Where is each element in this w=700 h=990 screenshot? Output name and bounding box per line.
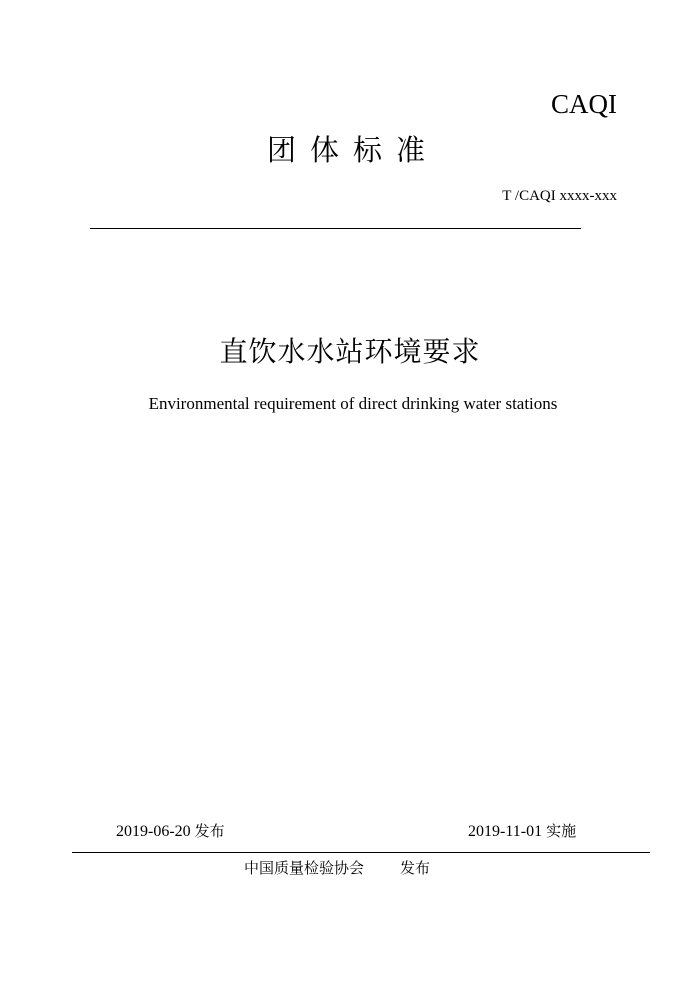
document-title-chinese: 直饮水水站环境要求 [219, 335, 481, 368]
publish-label: 发布 [194, 822, 225, 840]
publish-date: 2019-06-20 [116, 823, 191, 840]
publisher-line [244, 857, 430, 879]
effective-date-line [468, 820, 576, 843]
standard-number: T /CAQI xxxx-xxx [502, 188, 617, 204]
header-divider [90, 228, 581, 229]
publish-date-line [116, 820, 225, 843]
publisher-name: 中国质量检验协会 [244, 859, 365, 877]
standard-type-heading: 团体标准 [266, 133, 439, 167]
effective-label: 实施 [546, 822, 577, 840]
footer-divider [72, 852, 650, 853]
organization-code: CAQI [551, 89, 617, 119]
document-title-english: Environmental requirement of direct drinking water stations [148, 394, 558, 413]
effective-date: 2019-11-01 [468, 823, 543, 840]
publisher-action: 发布 [400, 859, 431, 877]
